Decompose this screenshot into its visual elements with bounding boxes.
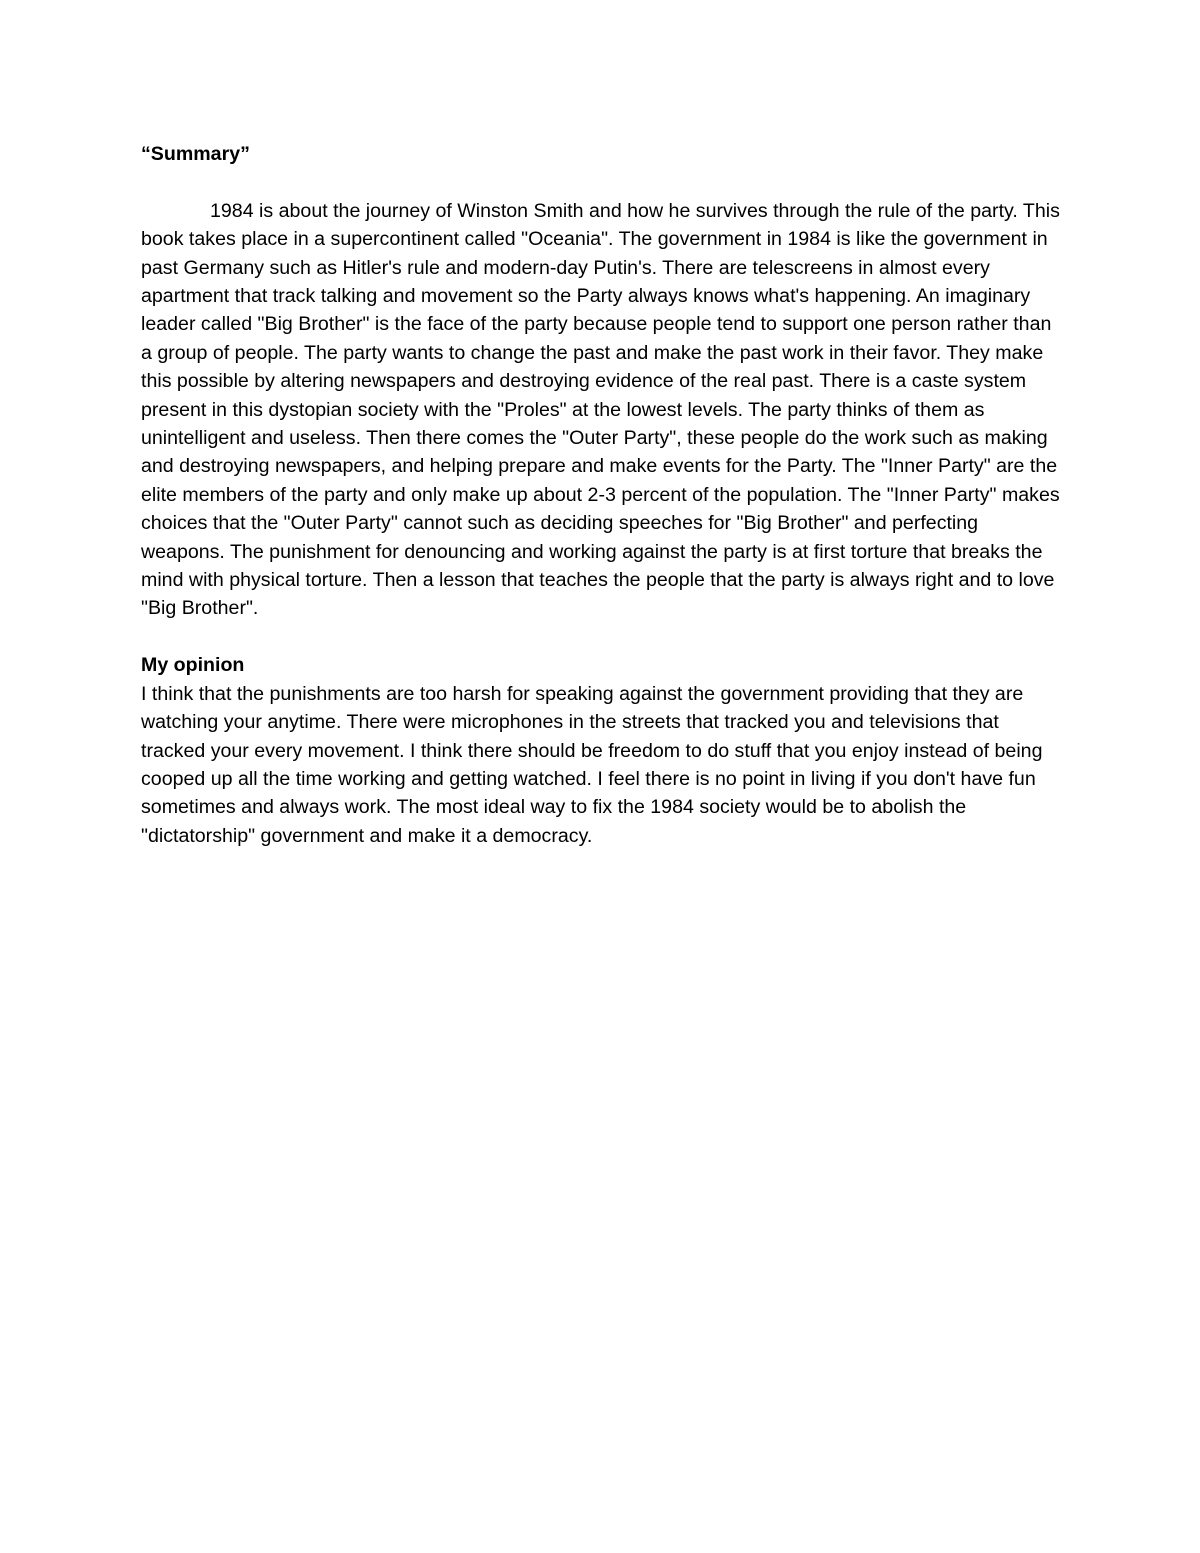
paragraph-spacer <box>141 623 1061 651</box>
opinion-heading: My opinion <box>141 654 245 677</box>
summary-paragraph: 1984 is about the journey of Winston Smith and how he survives through the rule of the party. This book takes place in a supercontinent called "Oceania". The government in 1984 is like the government in past Germany such as Hitler's rule and modern-day Putin's. There are telescreens in almost every apartment that track talking and movement so the Party always knows what's happening. An imaginary leader called "Big Brother" is the face of the party because people tend to support one person rather than a group of people. The party wants to change the past and make the past work in their favor. They make this possible by altering newspapers and destroying evidence of the real past. There is a caste system present in this dystopian society with the "Proles" at the lowest levels. The party thinks of them as unintelligent and useless. Then there comes the "Outer Party", these people do the work such as making and destroying newspapers, and helping prepare and make events for the Party. The "Inner Party" are the elite members of the party and only make up about 2-3 percent of the population. The "Inner Party" makes choices that the "Outer Party" cannot such as deciding speeches for "Big Brother" and perfecting weapons. The punishment for denouncing and working against the party is at first torture that breaks the mind with physical torture. Then a lesson that teaches the people that the party is always right and to love "Big Brother". <box>141 199 1060 620</box>
summary-heading: “Summary” <box>141 143 250 165</box>
document-body <box>141 140 1061 850</box>
opinion-paragraph: I think that the punishments are too harsh for speaking against the government providing that they are watching your anytime. There were microphones in the streets that tracked you and televisions that tracked your every movement. I think there should be freedom to do stuff that you enjoy instead of being cooped up all the time working and getting watched. I feel there is no point in living if you don't have fun sometimes and always work. The most ideal way to fix the 1984 society would be to abolish the "dictatorship" government and make it a democracy. <box>141 682 1043 847</box>
